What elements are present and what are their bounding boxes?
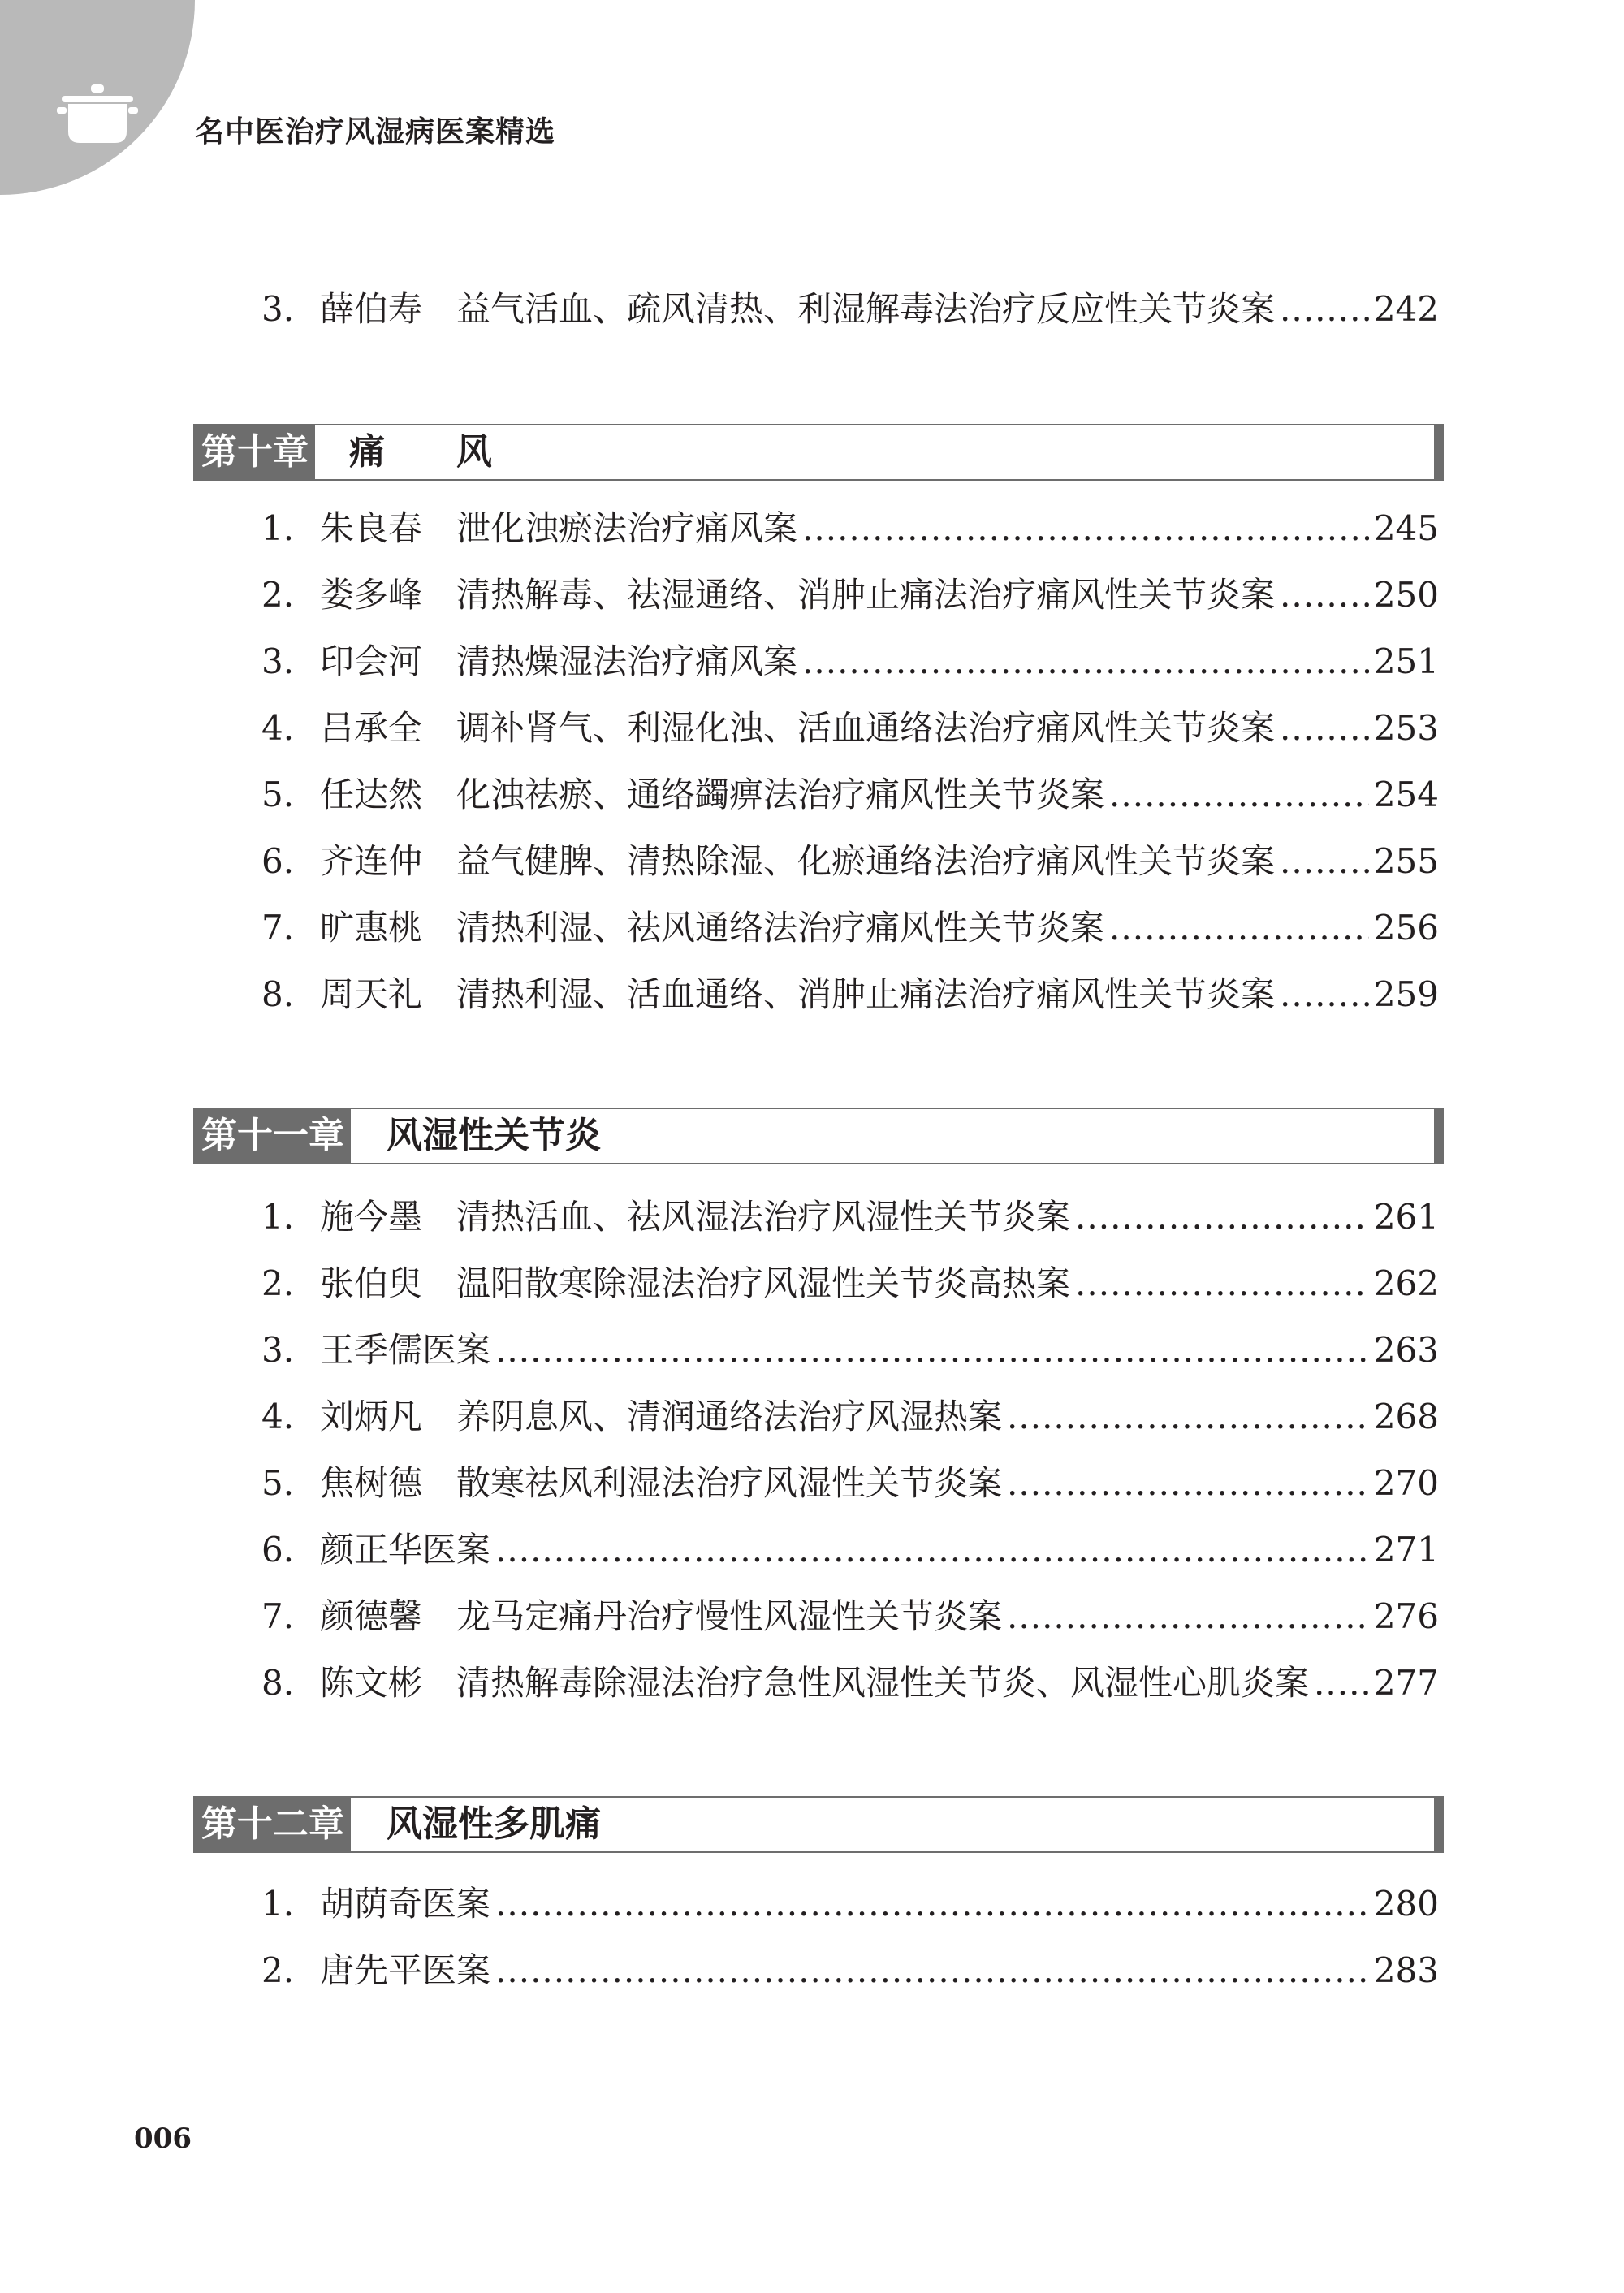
entry-page: 255 [1373, 841, 1439, 881]
toc-entry[interactable] [261, 633, 1439, 690]
dot-leader [495, 1942, 1369, 1999]
entry-topic: 清热燥湿法治疗痛风案 [456, 641, 798, 681]
entry-topic: 清热解毒、祛湿通络、消肿止痛法治疗痛风性关节炎案 [456, 575, 1276, 615]
entry-number: 7. [261, 908, 295, 948]
entry-page: 242 [1373, 289, 1439, 329]
entry-topic: 温阳散寒除湿法治疗风湿性关节炎高热案 [456, 1263, 1071, 1303]
dot-leader [802, 500, 1369, 557]
entry-topic: 益气健脾、清热除湿、化瘀通络法治疗痛风性关节炎案 [456, 841, 1276, 881]
dot-leader [495, 1322, 1369, 1379]
toc-entry[interactable] [261, 1522, 1439, 1578]
page-number: 006 [134, 2122, 192, 2155]
chapter-heading[interactable] [193, 424, 1444, 481]
entry-author: 吕承全 [320, 708, 423, 748]
entry-number: 4. [261, 1397, 295, 1436]
dot-leader [1007, 1455, 1369, 1512]
toc-entry[interactable] [261, 1189, 1439, 1246]
entry-number: 8. [261, 1663, 295, 1703]
entry-topic: 清热解毒除湿法治疗急性风湿性关节炎、风湿性心肌炎案 [456, 1663, 1310, 1703]
entry-number: 8. [261, 974, 295, 1014]
dot-leader [1007, 1388, 1369, 1445]
entry-author: 张伯臾 [320, 1263, 423, 1303]
toc-entry[interactable] [261, 1388, 1439, 1445]
dot-leader [1280, 833, 1369, 890]
entry-number: 5. [261, 775, 295, 814]
entry-number: 3. [261, 1330, 295, 1370]
running-title: 名中医治疗风湿病医案精选 [195, 114, 556, 149]
entry-number: 6. [261, 1530, 295, 1570]
entry-author: 颜德馨 [320, 1596, 423, 1636]
entry-topic: 清热利湿、活血通络、消肿止痛法治疗痛风性关节炎案 [456, 974, 1276, 1014]
dot-leader [1280, 700, 1369, 757]
entry-number: 1. [261, 508, 295, 548]
chapter-title: 痛 风 [349, 431, 492, 473]
entry-topic: 化浊祛瘀、通络蠲痹法治疗痛风性关节炎案 [456, 775, 1105, 814]
entry-number: 6. [261, 841, 295, 881]
toc-entry[interactable] [261, 500, 1439, 557]
entry-page: 280 [1373, 1884, 1439, 1924]
chapter-label: 第十章 [195, 425, 315, 479]
entry-author: 任达然 [320, 775, 423, 814]
chapter-heading[interactable] [193, 1108, 1444, 1164]
entry-author: 唐先平医案 [320, 1950, 491, 1990]
entry-number: 3. [261, 641, 295, 681]
dot-leader [1075, 1189, 1369, 1246]
toc-entry[interactable] [261, 281, 1439, 338]
entry-number: 2. [261, 1950, 295, 1990]
chapter-heading[interactable] [193, 1796, 1444, 1853]
chapter-label: 第十一章 [195, 1109, 351, 1163]
entry-author: 朱良春 [320, 508, 423, 548]
toc-entry[interactable] [261, 1876, 1439, 1932]
entry-author: 焦树德 [320, 1463, 423, 1503]
entry-page: 253 [1373, 708, 1439, 748]
toc-entry[interactable] [261, 700, 1439, 757]
toc-entry[interactable] [261, 966, 1439, 1023]
entry-number: 4. [261, 708, 295, 748]
entry-author: 印会河 [320, 641, 423, 681]
entry-topic: 散寒祛风利湿法治疗风湿性关节炎案 [456, 1463, 1003, 1503]
chapter-title: 风湿性关节炎 [387, 1115, 601, 1156]
entry-author: 胡荫奇医案 [320, 1884, 491, 1924]
entry-page: 268 [1373, 1397, 1439, 1436]
entry-topic: 益气活血、疏风清热、利湿解毒法治疗反应性关节炎案 [456, 289, 1276, 329]
entry-topic: 养阴息风、清润通络法治疗风湿热案 [456, 1397, 1003, 1436]
dot-leader [1109, 766, 1369, 823]
toc-entry[interactable] [261, 766, 1439, 823]
chapter-label: 第十二章 [195, 1798, 351, 1851]
toc-entry[interactable] [261, 833, 1439, 890]
cooking-pot-icon [57, 75, 138, 148]
entry-page: 263 [1373, 1330, 1439, 1370]
entry-number: 5. [261, 1463, 295, 1503]
entry-page: 277 [1373, 1663, 1439, 1703]
toc-entry[interactable] [261, 1455, 1439, 1512]
entry-topic: 清热活血、祛风湿法治疗风湿性关节炎案 [456, 1197, 1071, 1237]
chapter-title: 风湿性多肌痛 [387, 1803, 601, 1845]
toc-entry[interactable] [261, 1588, 1439, 1645]
dot-leader [495, 1522, 1369, 1578]
entry-author: 娄多峰 [320, 575, 423, 615]
entry-author: 施今墨 [320, 1197, 423, 1237]
entry-author: 齐连仲 [320, 841, 423, 881]
entry-page: 245 [1373, 508, 1439, 548]
entry-author: 王季儒医案 [320, 1330, 491, 1370]
entry-author: 陈文彬 [320, 1663, 423, 1703]
entry-author: 刘炳凡 [320, 1397, 423, 1436]
entry-number: 2. [261, 575, 295, 615]
dot-leader [1280, 281, 1369, 338]
dot-leader [495, 1876, 1369, 1932]
entry-page: 283 [1373, 1950, 1439, 1990]
entry-page: 262 [1373, 1263, 1439, 1303]
dot-leader [1109, 900, 1369, 956]
entry-author: 周天礼 [320, 974, 423, 1014]
entry-number: 2. [261, 1263, 295, 1303]
toc-entry[interactable] [261, 1322, 1439, 1379]
entry-topic: 泄化浊瘀法治疗痛风案 [456, 508, 798, 548]
dot-leader [1314, 1655, 1369, 1712]
entry-page: 250 [1373, 575, 1439, 615]
toc-entry[interactable] [261, 1655, 1439, 1712]
toc-entry[interactable] [261, 900, 1439, 956]
dot-leader [1280, 966, 1369, 1023]
toc-entry[interactable] [261, 567, 1439, 624]
entry-page: 259 [1373, 974, 1439, 1014]
entry-page: 254 [1373, 775, 1439, 814]
entry-number: 1. [261, 1197, 295, 1237]
entry-number: 3. [261, 289, 295, 329]
entry-topic: 调补肾气、利湿化浊、活血通络法治疗痛风性关节炎案 [456, 708, 1276, 748]
dot-leader [1007, 1588, 1369, 1645]
toc-entry[interactable] [261, 1942, 1439, 1999]
toc-entry[interactable] [261, 1255, 1439, 1312]
entry-page: 256 [1373, 908, 1439, 948]
entry-topic: 龙马定痛丹治疗慢性风湿性关节炎案 [456, 1596, 1003, 1636]
entry-page: 276 [1373, 1596, 1439, 1636]
dot-leader [1280, 567, 1369, 624]
entry-page: 251 [1373, 641, 1439, 681]
dot-leader [802, 633, 1369, 690]
entry-topic: 清热利湿、祛风通络法治疗痛风性关节炎案 [456, 908, 1105, 948]
entry-number: 7. [261, 1596, 295, 1636]
entry-author: 旷惠桃 [320, 908, 423, 948]
entry-page: 271 [1373, 1530, 1439, 1570]
entry-page: 261 [1373, 1197, 1439, 1237]
entry-page: 270 [1373, 1463, 1439, 1503]
dot-leader [1075, 1255, 1369, 1312]
entry-author: 颜正华医案 [320, 1530, 491, 1570]
entry-number: 1. [261, 1884, 295, 1924]
entry-author: 薛伯寿 [320, 289, 423, 329]
